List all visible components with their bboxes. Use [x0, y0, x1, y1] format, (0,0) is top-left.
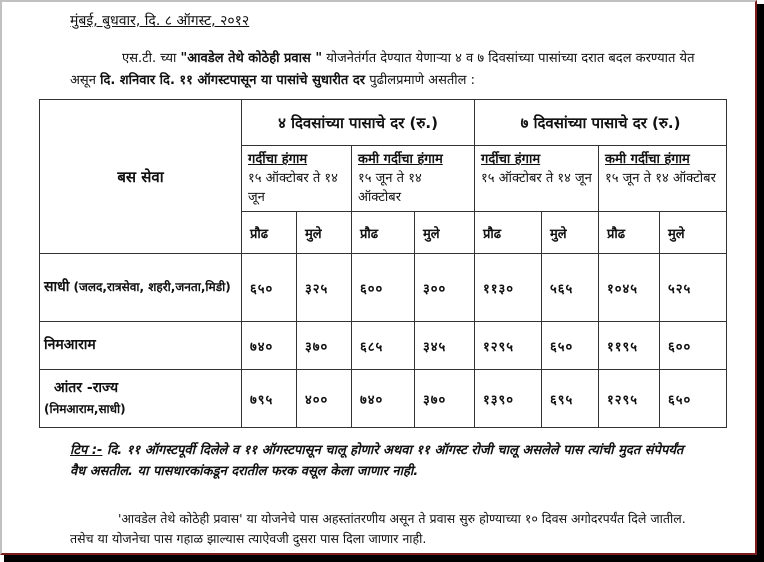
table-row [40, 370, 727, 428]
fare-cell: ३७० [415, 370, 475, 428]
child-label: मुले [660, 212, 727, 254]
adult-label: प्रौढ [599, 212, 660, 254]
fare-cell: १२९५ [475, 322, 542, 370]
fare-cell: ३४५ [415, 322, 475, 370]
intro-effective-date: दि. शनिवार दि. ११ ऑगस्टपासून या पासांचे सुधारीत दर [100, 73, 366, 88]
season-4day-peak [242, 146, 352, 212]
fare-table [39, 99, 727, 428]
fare-cell: ७९५ [242, 370, 297, 428]
fare-cell: ३२५ [297, 254, 352, 322]
frame-shadow-bottom [4, 555, 764, 562]
fare-cell: ४०० [297, 370, 352, 428]
child-label: मुले [297, 212, 352, 254]
adult-label: प्रौढ [352, 212, 415, 254]
fare-cell: ११९५ [599, 322, 660, 370]
intro-part2: योजनेतंर्गत देण्यात येणाऱ्या ४ व ७ दिवसांच्या पासांच्या दरात बदल करण्यात येत असून [70, 51, 695, 88]
season-title: गर्दीचा हंगाम [481, 152, 541, 167]
note-text: दि. ११ ऑगस्टपूर्वी दिलेले व ११ ऑगस्टपासून चालू होणारे अथवा ११ ऑगस्ट रोजी चालू असलेले पास त्यांची मुदत संपेपर्यंत वैध असतील. या पासधारकांकडून दरातील फरक वसूल केला जाणार नाही. [70, 443, 684, 479]
col-4day-header: ४ दिवसांच्या पासाचे दर (रु.) [242, 100, 475, 146]
service-name [40, 370, 242, 428]
season-4day-offpeak [352, 146, 475, 212]
adult-label: प्रौढ [242, 212, 297, 254]
note-label: टिप :- [70, 443, 103, 458]
fare-cell: ६५० [542, 322, 599, 370]
season-7day-peak [475, 146, 599, 212]
fare-cell: १०४५ [599, 254, 660, 322]
footer-text: 'आवडेल तेथे कोठेही प्रवास' या योजनेचे पास अहस्तांतरणीय असून ते प्रवास सुरु होण्याच्या १० दिवस अगोदरपर्यंत दिले जातील. तसेच या योजनेचा पास गहाळ झाल्यास त्याऐवजी दुसरा पास दिला जाणार नाही. [70, 511, 686, 546]
fare-cell: ७४० [242, 322, 297, 370]
table-row [40, 322, 727, 370]
col-7day-header: ७ दिवसांच्या पासाचे दर (रु.) [475, 100, 727, 146]
fare-cell: ११३० [475, 254, 542, 322]
season-range: १५ ऑक्टोबर ते १४ जून [481, 171, 592, 186]
fare-cell: १३९० [475, 370, 542, 428]
service-name [40, 254, 242, 322]
fare-cell: ६९५ [542, 370, 599, 428]
service-label: साधी [44, 279, 70, 295]
adult-label: प्रौढ [475, 212, 542, 254]
col-service-header: बस सेवा [40, 100, 242, 254]
fare-cell: १२९५ [599, 370, 660, 428]
service-detail: (जलद,रात्रसेवा, शहरी,जनता,मिडी) [69, 280, 231, 294]
season-range: १५ जून ते १४ ऑक्टोबर [358, 171, 422, 205]
dateline: मुंबई, बुधवार, दि. ८ ऑगस्ट, २०१२ [70, 13, 250, 29]
fare-cell: ३७० [297, 322, 352, 370]
season-title: गर्दीचा हंगाम [248, 152, 308, 167]
service-name [40, 322, 242, 370]
child-label: मुले [415, 212, 475, 254]
season-range: १५ ऑक्टोबर ते १४ जून [248, 171, 338, 205]
fare-cell: ६५० [242, 254, 297, 322]
season-range: १५ जून ते १४ ऑक्टोबर [605, 171, 716, 186]
footer-paragraph [70, 509, 700, 549]
fare-cell: ३०० [415, 254, 475, 322]
service-label: आंतर -राज्य [54, 379, 119, 396]
season-7day-offpeak [599, 146, 727, 212]
fare-cell: ६८५ [352, 322, 415, 370]
service-label: निमआराम [44, 337, 96, 353]
intro-scheme-name: "आवडेल तेथे कोठेही प्रवास " [180, 51, 323, 66]
note-paragraph [70, 440, 700, 482]
season-title: कमी गर्दीचा हंगाम [605, 152, 690, 167]
fare-cell: ७४० [352, 370, 415, 428]
frame-shadow-right [757, 4, 764, 562]
fare-cell: ५२५ [660, 254, 727, 322]
service-detail: (निमआराम,साधी) [44, 401, 126, 416]
intro-part3: पुढीलप्रमाणे असतील : [365, 73, 475, 88]
intro-part1: एस.टी. च्या [122, 51, 181, 66]
season-title: कमी गर्दीचा हंगाम [358, 152, 443, 167]
fare-cell: ६५० [660, 370, 727, 428]
child-label: मुले [542, 212, 599, 254]
table-row [40, 254, 727, 322]
header-row [40, 100, 727, 146]
fare-cell: ६०० [352, 254, 415, 322]
fare-cell: ५६५ [542, 254, 599, 322]
fare-cell: ६०० [660, 322, 727, 370]
intro-paragraph [70, 48, 710, 92]
